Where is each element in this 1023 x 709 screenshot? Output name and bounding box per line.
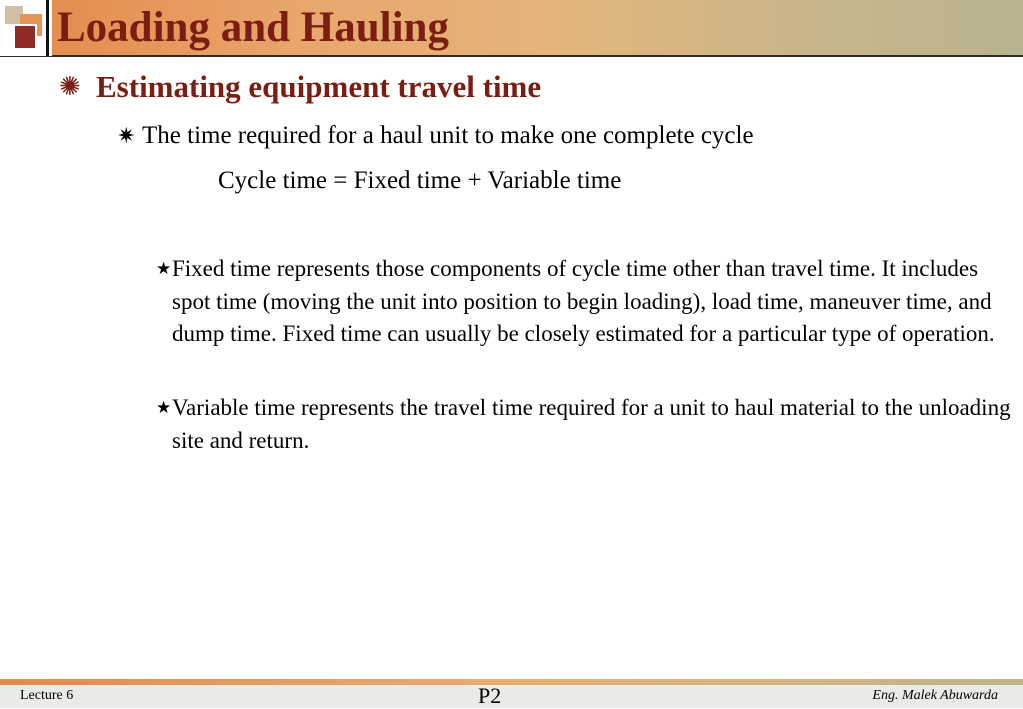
- cycle-time-formula: Cycle time = Fixed time + Variable time: [218, 167, 622, 194]
- footer-lecture-label: Lecture 6: [20, 688, 74, 703]
- variable-time-text: Variable time represents the travel time required for a unit to haul material to the unloading site and return.: [172, 395, 1011, 453]
- subpoint-text: The time required for a haul unit to make one complete cycle: [142, 122, 754, 149]
- asterisk-bullet-icon: ✷: [117, 123, 136, 148]
- slide-title: Loading and Hauling: [57, 4, 449, 51]
- slide-logo-icon: [0, 0, 52, 56]
- logo-divider: [46, 0, 49, 56]
- fixed-time-point: [156, 253, 1011, 351]
- fixed-time-text: Fixed time represents those components of cycle time other than travel time. It includes spot time (moving the unit into position to begin loading), load time, maneuver time, and dump time. Fixed time can usually be closely estimated for a particular type of operation.: [172, 256, 995, 346]
- footer-author: Eng. Malek Abuwarda: [872, 688, 998, 703]
- star-bullet-icon: ★: [156, 398, 172, 417]
- sunburst-bullet-icon: ✺: [59, 72, 81, 101]
- star-bullet-icon: ★: [156, 259, 172, 278]
- logo-square-red: [13, 24, 37, 50]
- title-underline: [0, 55, 1023, 57]
- footer-page-number: P2: [478, 683, 502, 708]
- variable-time-point: [156, 392, 1011, 457]
- heading-text: Estimating equipment travel time: [96, 69, 542, 104]
- footer-bar: [0, 685, 1023, 708]
